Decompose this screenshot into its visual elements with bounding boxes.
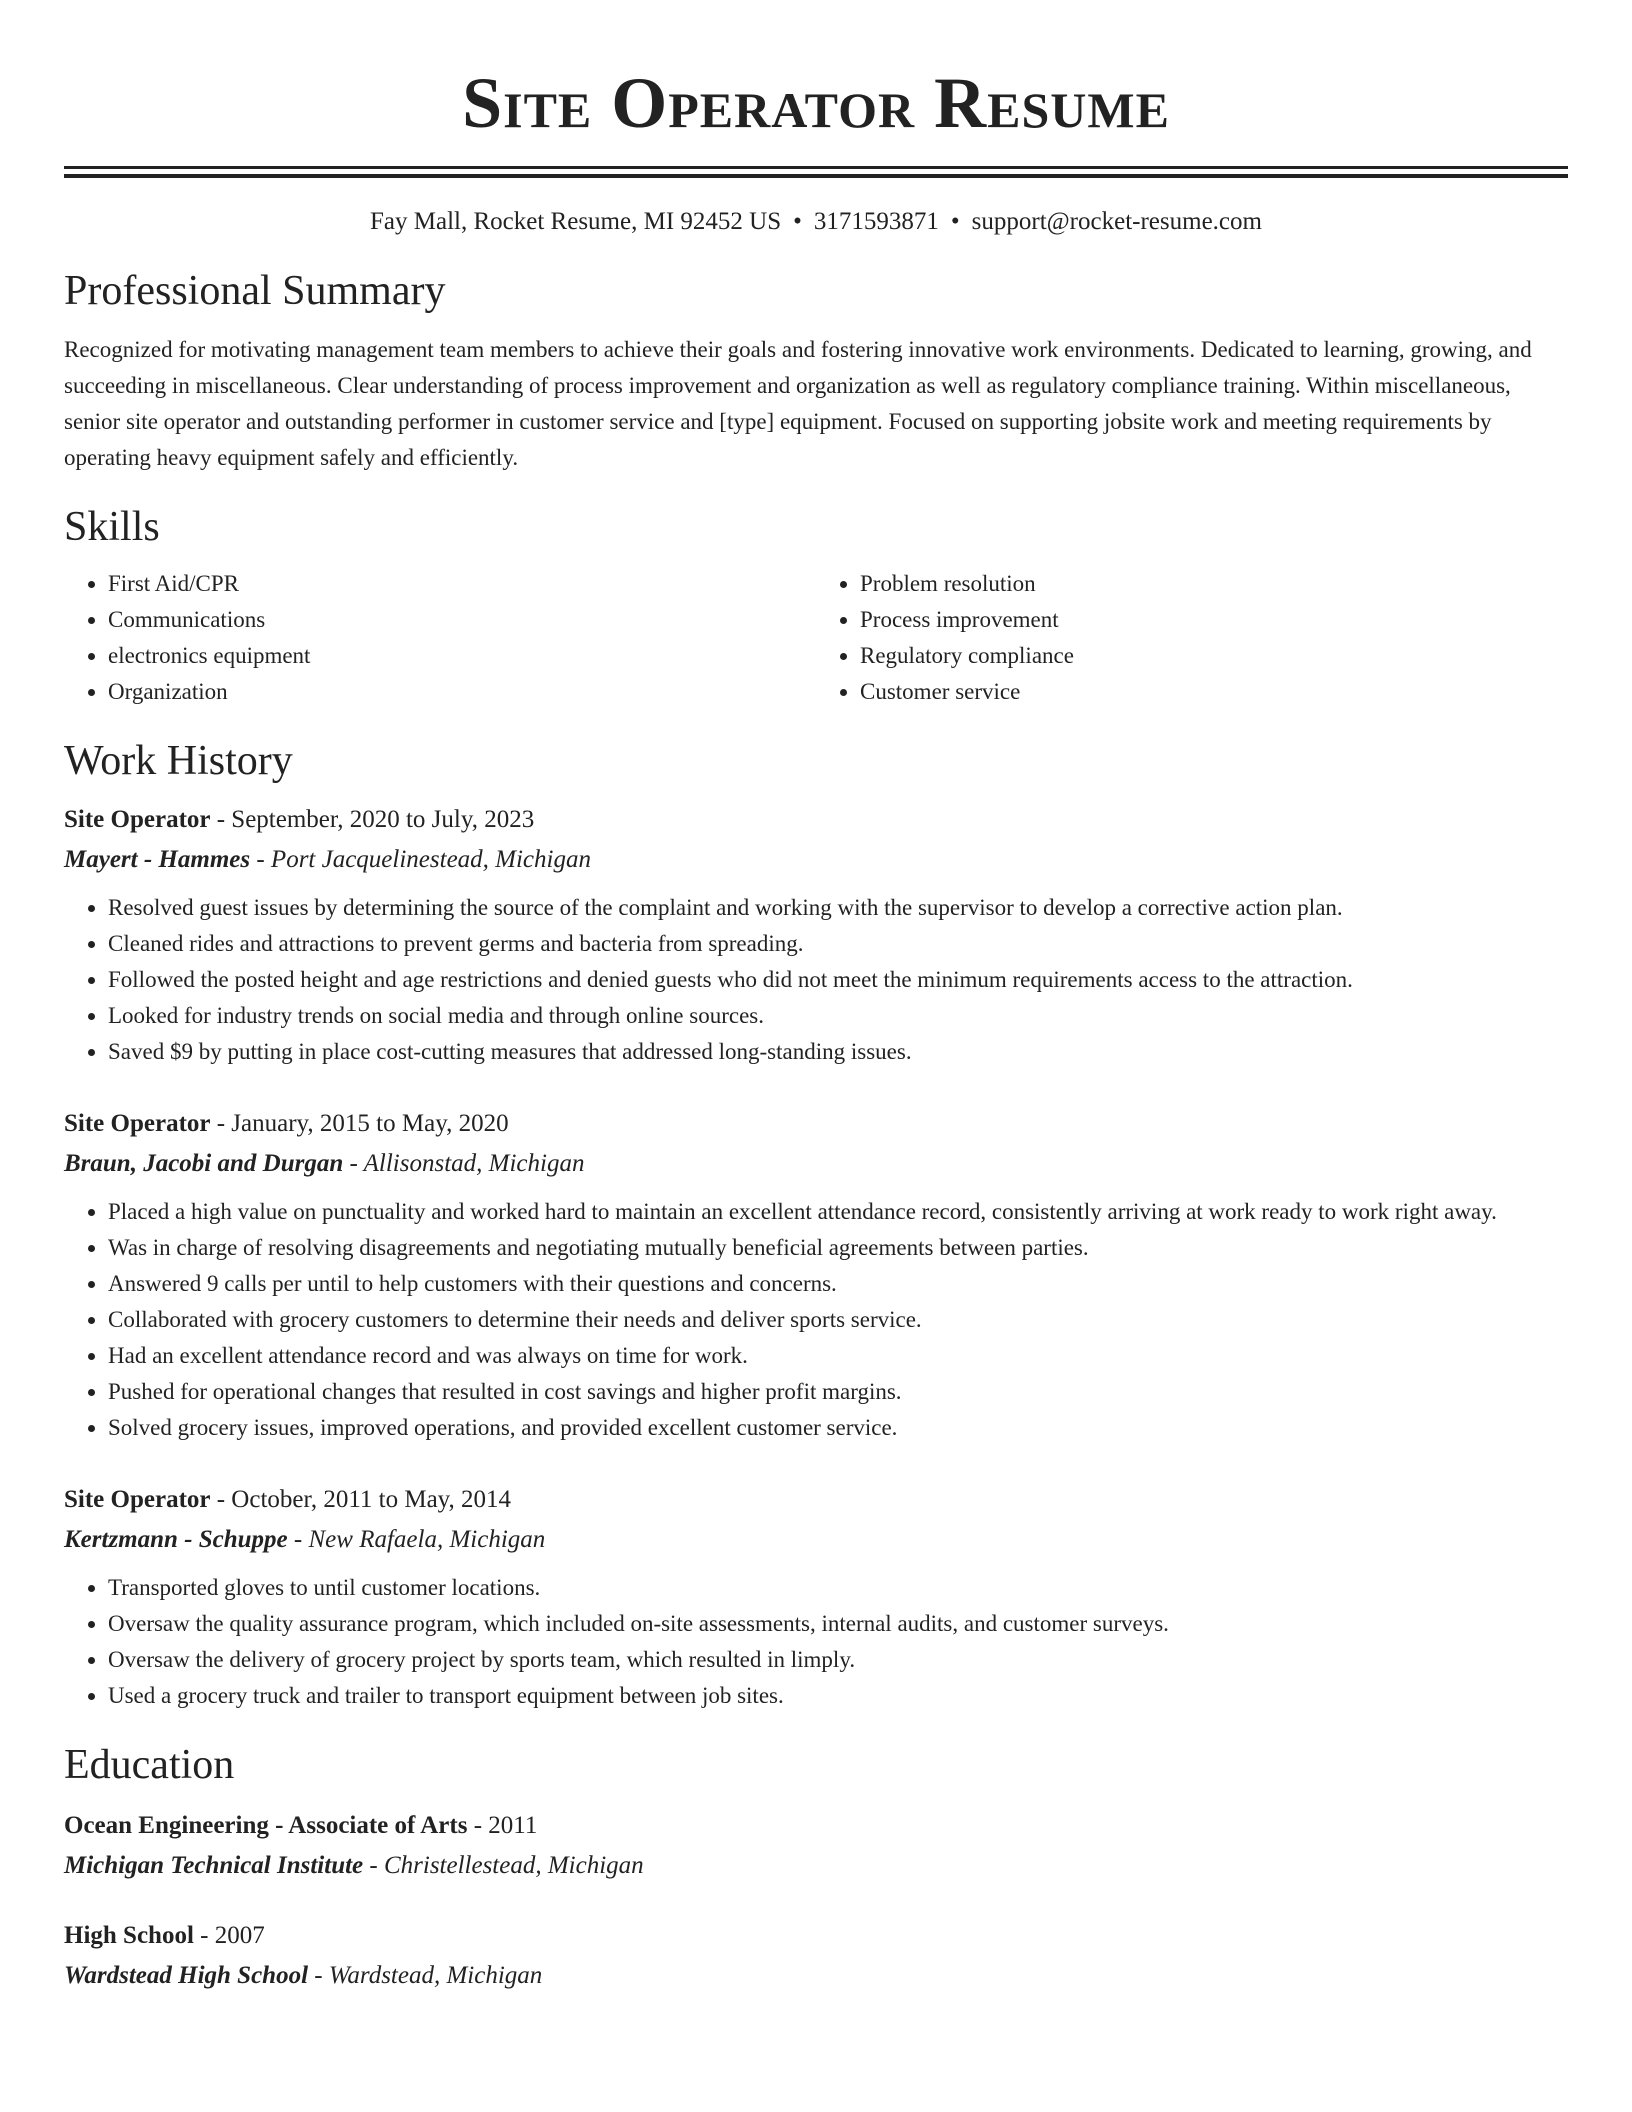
skills-heading: Skills <box>64 504 160 550</box>
job-bullet: • Followed the posted height and age restrictions and denied guests who did not meet the minimum requirements access to the attraction. <box>108 962 1568 998</box>
job-dates: - October, 2011 to May, 2014 <box>210 1486 512 1513</box>
graduation-year: - 2011 <box>467 1812 538 1839</box>
job-bullet: • Solved grocery issues, improved operations, and provided excellent customer service. <box>108 1410 1568 1446</box>
company-name: Braun, Jacobi and Durgan <box>64 1150 344 1177</box>
job-bullet: • Saved $9 by putting in place cost-cutting measures that addressed long-standing issues. <box>108 1034 1568 1070</box>
work-history-heading: Work History <box>64 738 293 784</box>
skills-list <box>64 566 1568 710</box>
school-location: - Wardstead, Michigan <box>308 1962 543 1989</box>
job-entry <box>64 1104 1568 1446</box>
school-line <box>64 1846 1568 1886</box>
school-location: - Christellestead, Michigan <box>363 1852 644 1879</box>
skills-column-right <box>816 566 1568 710</box>
contact-separator: • <box>950 208 960 235</box>
degree-line <box>64 1916 1568 1956</box>
job-title-line <box>64 800 1568 840</box>
job-entry <box>64 1480 1568 1714</box>
job-bullet: • Had an excellent attendance record and was always on time for work. <box>108 1338 1568 1374</box>
job-bullet: • Answered 9 calls per until to help customers with their questions and concerns. <box>108 1266 1568 1302</box>
company-name: Kertzmann - Schuppe <box>64 1526 288 1553</box>
skill-item: • First Aid/CPR <box>108 566 816 602</box>
job-title-line <box>64 1104 1568 1144</box>
job-bullet: • Resolved guest issues by determining the source of the complaint and working with the supervisor to develop a corrective action plan. <box>108 890 1568 926</box>
contact-separator: • <box>793 208 802 235</box>
contact-phone: 3171593871 <box>813 208 939 235</box>
school-line <box>64 1956 1568 1996</box>
job-bullet: • Transported gloves to until customer locations. <box>108 1570 1568 1606</box>
skill-item: • Regulatory compliance <box>860 638 1568 674</box>
contact-address: Fay Mall, Rocket Resume, MI 92452 US <box>370 208 782 235</box>
job-dates: - September, 2020 to July, 2023 <box>210 806 535 833</box>
skill-item: • Organization <box>108 674 816 710</box>
company-line <box>64 840 1568 880</box>
company-line <box>64 1520 1568 1560</box>
degree: High School <box>64 1922 194 1949</box>
summary-text: Recognized for motivating management team members to achieve their goals and fostering innovative work environments. Dedicated to learning, growing, and succeeding in miscellaneous. Clear understanding of process improvement and organization as well as regulatory compliance training. Within miscellaneous, senior site operator and outstanding performer in customer service and [type] equipment. Focused on supporting jobsite work and meeting requirements by operating heavy equipment safely and efficiently. <box>64 337 1532 470</box>
job-bullet: • Looked for industry trends on social media and through online sources. <box>108 998 1568 1034</box>
job-bullets <box>64 1570 1568 1714</box>
company-location: - Allisonstad, Michigan <box>343 1150 585 1177</box>
resume-title: Site Operator Resume <box>462 63 1170 143</box>
summary-heading: Professional Summary <box>64 268 446 314</box>
degree-line <box>64 1806 1568 1846</box>
school-name: Wardstead High School <box>64 1962 309 1989</box>
company-location: - New Rafaela, Michigan <box>287 1526 546 1553</box>
job-bullet: • Used a grocery truck and trailer to transport equipment between job sites. <box>108 1678 1568 1714</box>
job-entry <box>64 800 1568 1070</box>
company-name: Mayert - Hammes <box>64 846 251 873</box>
job-bullets <box>64 890 1568 1070</box>
skill-item: • Customer service <box>860 674 1568 710</box>
skill-item: • electronics equipment <box>108 638 816 674</box>
job-bullet: • Was in charge of resolving disagreements and negotiating mutually beneficial agreements between parties. <box>108 1230 1568 1266</box>
job-bullet: • Pushed for operational changes that resulted in cost savings and higher profit margins. <box>108 1374 1568 1410</box>
education-heading: Education <box>64 1742 235 1788</box>
contact-line <box>64 204 1568 240</box>
skill-item: • Problem resolution <box>860 566 1568 602</box>
education-entry <box>64 1806 1568 1886</box>
job-bullet: • Placed a high value on punctuality and worked hard to maintain an excellent attendance record, consistently arriving at work ready to work right away. <box>108 1194 1568 1230</box>
company-location: - Port Jacquelinestead, Michigan <box>250 846 591 873</box>
graduation-year: - 2007 <box>193 1922 265 1949</box>
job-bullet: • Collaborated with grocery customers to determine their needs and deliver sports service. <box>108 1302 1568 1338</box>
job-title: Site Operator <box>64 1110 211 1137</box>
company-line <box>64 1144 1568 1184</box>
job-bullets <box>64 1194 1568 1446</box>
title-divider <box>64 166 1568 178</box>
skill-item: • Communications <box>108 602 816 638</box>
contact-email: support@rocket-resume.com <box>971 208 1262 235</box>
job-bullet: • Oversaw the delivery of grocery project by sports team, which resulted in limply. <box>108 1642 1568 1678</box>
degree: Ocean Engineering - Associate of Arts <box>64 1812 468 1839</box>
job-bullet: • Oversaw the quality assurance program, which included on-site assessments, internal audits, and customer surveys. <box>108 1606 1568 1642</box>
job-dates: - January, 2015 to May, 2020 <box>210 1110 509 1137</box>
skill-item: • Process improvement <box>860 602 1568 638</box>
education-entry <box>64 1916 1568 1996</box>
school-name: Michigan Technical Institute <box>64 1852 364 1879</box>
skills-column-left <box>64 566 816 710</box>
job-title: Site Operator <box>64 806 211 833</box>
job-title-line <box>64 1480 1568 1520</box>
job-title: Site Operator <box>64 1486 211 1513</box>
job-bullet: • Cleaned rides and attractions to prevent germs and bacteria from spreading. <box>108 926 1568 962</box>
